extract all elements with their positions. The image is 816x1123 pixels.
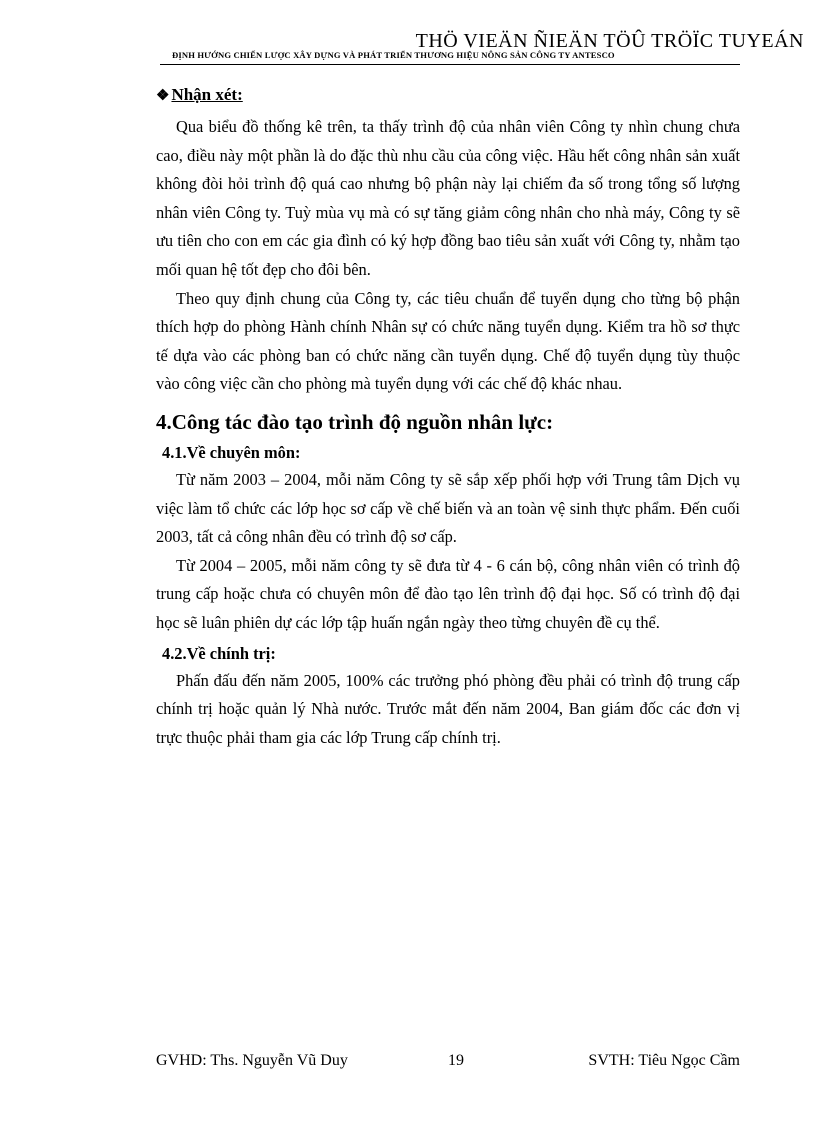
paragraph-intro-1: Qua biểu đồ thống kê trên, ta thấy trình độ của nhân viên Công ty nhìn chung chưa cao, điều này một phần là do đặc thù nhu cầu của công việc. Hầu hết công nhân sản xuất không đòi hỏi trình độ quá cao nhưng bộ phận này lại chiếm đa số trong tổng số lượng nhân viên Công ty. Tuỳ mùa vụ mà có sự tăng giảm công nhân cho nhà máy, Công ty sẽ ưu tiên cho con em các gia đình có ký hợp đồng bao tiêu sản xuất với Công ty, nhằm tạo mối quan hệ tốt đẹp cho đôi bên. <box>156 117 740 279</box>
paragraph-intro-2: Theo quy định chung của Công ty, các tiêu chuẩn để tuyển dụng cho từng bộ phận thích hợp do phòng Hành chính Nhân sự có chức năng tuyển dụng. Kiểm tra hồ sơ thực tế dựa vào các phòng ban có chức năng cần tuyển dụng. Chế độ tuyển dụng tùy thuộc vào công việc cần cho phòng mà tuyển dụng với các chế độ khác nhau. <box>156 288 740 394</box>
paragraph-expertise-1: Từ năm 2003 – 2004, mỗi năm Công ty sẽ sắp xếp phối hợp với Trung tâm Dịch vụ việc làm tổ chức các lớp học sơ cấp về chế biến và an toàn vệ sinh thực phẩm. Đến cuối 2003, tất cả công nhân đều có trình độ sơ cấp. <box>156 469 740 547</box>
footer-advisor: GVHD: Ths. Nguyễn Vũ Duy <box>156 1052 348 1069</box>
subheading-politics: 4.2.Về chính trị: <box>162 643 276 663</box>
header-divider <box>160 64 740 65</box>
library-watermark: THÖ VIEÄN ÑIEÄN TÖÛ TRÖÏC TUYEÁN <box>415 30 804 52</box>
running-header-title: ĐỊNH HƯỚNG CHIẾN LƯỢC XÂY DỰNG VÀ PHÁT TRIỂN THƯƠNG HIỆU NÔNG SẢN CÔNG TY ANTESCO <box>172 50 615 60</box>
page-body <box>156 84 740 752</box>
page-footer <box>156 1052 740 1076</box>
footer-student: SVTH: Tiêu Ngọc Cầm <box>588 1052 740 1069</box>
paragraph-expertise-2: Từ 2004 – 2005, mỗi năm công ty sẽ đưa từ 4 - 6 cán bộ, công nhân viên có trình độ trung cấp hoặc chưa có chuyên môn để đào tạo lên trình độ đại học. Số có trình độ đại học sẽ luân phiên dự các lớp tập huấn ngắn ngày theo từng chuyên đề cụ thể. <box>156 555 740 632</box>
section-heading-training: 4.Công tác đào tạo trình độ nguồn nhân lực: <box>156 409 554 434</box>
page-number: 19 <box>448 1052 464 1069</box>
note-heading-label: Nhận xét: <box>171 85 243 104</box>
note-heading <box>156 84 740 107</box>
paragraph-politics-1: Phấn đấu đến năm 2005, 100% các trưởng phó phòng đều phải có trình độ trung cấp chính trị hoặc quản lý Nhà nước. Trước mắt đến năm 2004, Ban giám đốc các đơn vị trực thuộc phải tham gia các lớp Trung cấp chính trị. <box>156 670 740 747</box>
diamond-bullet-icon: ❖ <box>156 88 170 104</box>
subheading-expertise: 4.1.Về chuyên môn: <box>162 442 301 462</box>
